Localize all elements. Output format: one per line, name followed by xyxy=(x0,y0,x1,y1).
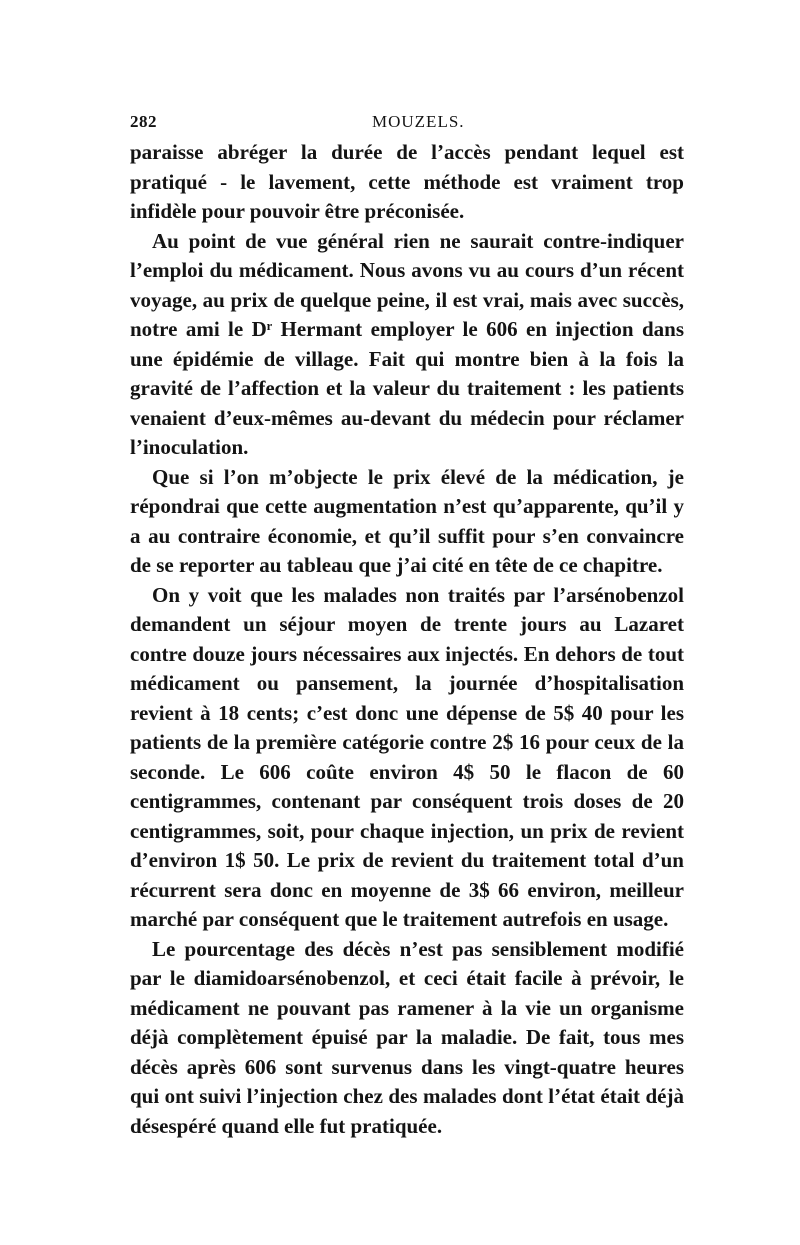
paragraph-continuation: paraisse abréger la durée de l’accès pendant lequel est pratiqué - le lavement, cette méthode est vraiment trop infidèle pour pouvoir être préconisée. xyxy=(130,140,684,223)
paragraph-cost-objection: Que si l’on m’objecte le prix élevé de la médication, je répondrai que cette augmentation n’est qu’apparente, qu’il y a au contraire économie, et qu’il suffit pour s’en convaincre de se reporter au tableau que j’ai cité en tête de ce chapitre. xyxy=(130,464,684,577)
book-page xyxy=(130,112,684,1141)
paragraph-general-view: Au point de vue général rien ne saurait contre-indiquer l’emploi du médicament. Nous avons vu au cours d’un récent voyage, au prix de quelque peine, il est vrai, mais avec succès, notre ami le Dʳ Hermant employer le 606 en injection dans une épidémie de village. Fait qui montre bien à la fois la gravité de l’affection et la valeur du traitement : les patients venaient d’eux-mêmes au-devant du médecin pour réclamer l’inoculation. xyxy=(130,228,684,459)
paragraph-cost-calculation: On y voit que les malades non traités par l’arsénobenzol demandent un séjour moyen de trente jours au Lazaret contre douze jours nécessaires aux injectés. En dehors de tout médicament ou pansement, la journée d’hospitalisation revient à 18 cents; c’est donc une dépense de 5$ 40 pour les patients de la première catégorie contre 2$ 16 pour ceux de la seconde. Le 606 coûte environ 4$ 50 le flacon de 60 centigrammes, contenant par conséquent trois doses de 20 centigrammes, soit, pour chaque injection, un prix de revient d’environ 1$ 50. Le prix de revient du traitement total d’un récurrent sera donc en moyenne de 3$ 66 environ, meilleur marché par conséquent que le traitement autrefois en usage. xyxy=(130,582,684,931)
running-head xyxy=(130,112,684,132)
page-number: 282 xyxy=(130,112,157,131)
body-text xyxy=(130,138,684,1141)
running-title: MOUZELS. xyxy=(372,112,465,131)
paragraph-mortality: Le pourcentage des décès n’est pas sensiblement modifié par le diamidoarsénobenzol, et ceci était facile à prévoir, le médicament ne pouvant pas ramener à la vie un organisme déjà complètement épuisé par la maladie. De fait, tous mes décès après 606 sont survenus dans les vingt-quatre heures qui ont suivi l’injection chez des malades dont l’état était déjà désespéré quand elle fut pratiquée. xyxy=(130,936,684,1138)
